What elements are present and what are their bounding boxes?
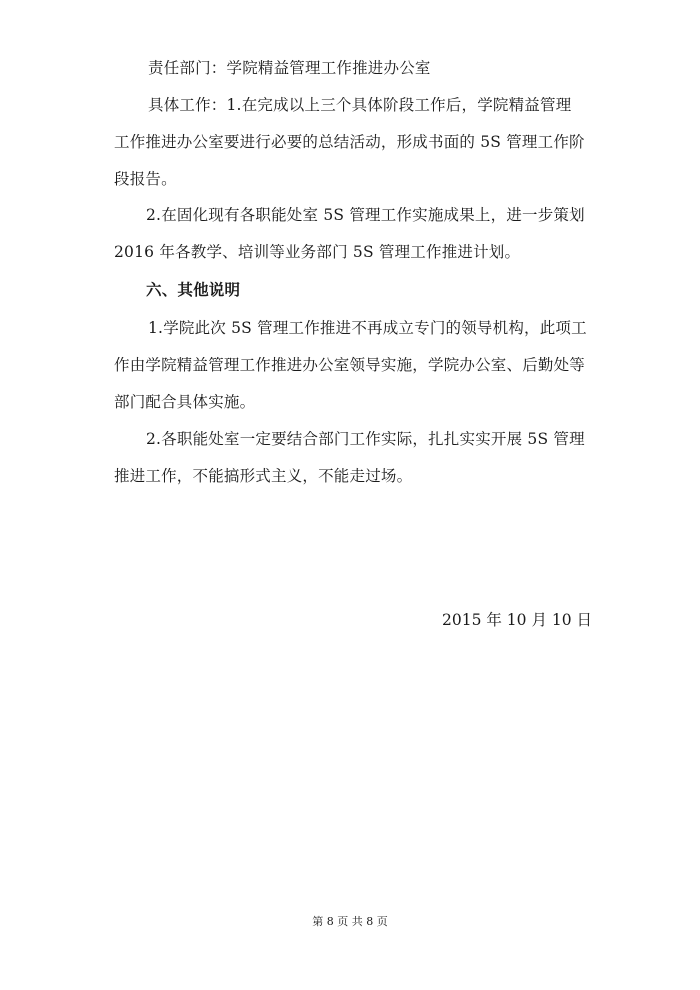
other-notes-item1-line1: 1.学院此次 5S 管理工作推进不再成立专门的领导机构，此项工 [148,319,587,337]
other-notes-item2-line2: 推进工作，不能搞形式主义，不能走过场。 [114,467,413,485]
other-notes-item1-line3: 部门配合具体实施。 [114,393,256,411]
other-notes-item1-line2: 作由学院精益管理工作推进办公室领导实施，学院办公室、后勤处等 [114,356,586,374]
specific-work-item2-line1: 2.在固化现有各职能处室 5S 管理工作实施成果上，进一步策划 [146,206,585,224]
section-heading-other-notes: 六、其他说明 [146,281,241,299]
document-date: 2015 年 10 月 10 日 [442,611,593,629]
specific-work-item2-line2: 2016 年各教学、培训等业务部门 5S 管理工作推进计划。 [114,243,521,261]
specific-work-item1-line3: 段报告。 [114,170,177,188]
specific-work-item1-line2 [114,132,592,152]
page-footer: 第 8 页 共 8 页 [312,915,388,928]
item1-line2-text: 工作推进办公室要进行必要的总结活动，形成书面的 5S 管理工作阶 [114,133,585,151]
responsible-department-line: 责任部门：学院精益管理工作推进办公室 [148,59,431,77]
specific-work-item1-line1: 具体工作：1.在完成以上三个具体阶段工作后，学院精益管理 [148,96,572,114]
other-notes-item2-line1: 2.各职能处室一定要结合部门工作实际，扎扎实实开展 5S 管理 [146,430,585,448]
